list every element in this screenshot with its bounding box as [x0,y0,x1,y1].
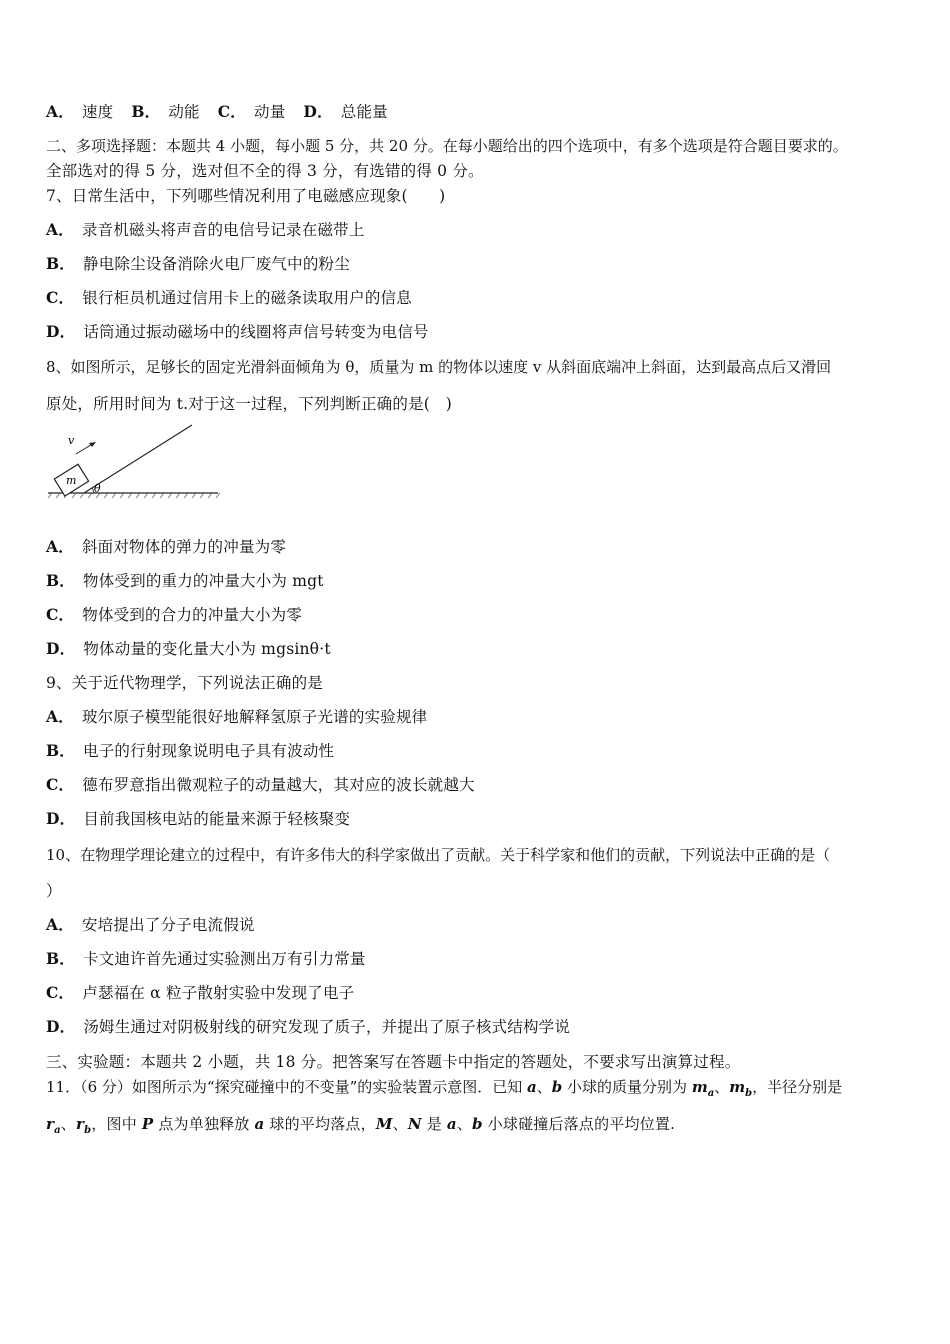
q8-option-b-label: B． [46,571,76,590]
q8-option-a-label: A． [46,537,74,556]
q11-sep-4: 、 [392,1115,408,1133]
q11-mass-b [729,1078,753,1099]
q11-mass-a-sub: a [707,1088,715,1099]
q10-option-b [46,949,366,969]
q8-option-c [46,605,302,625]
q11-radius-a-symbol: r [46,1115,55,1133]
q11-text-2b: 点为单独释放 [153,1115,255,1133]
q9-option-c [46,775,475,795]
q10-option-d [46,1017,570,1037]
q8-option-d-text: 物体动量的变化量大小为 mgsinθ·t [83,640,331,658]
q8-stem-line2: 原处，所用时间为 t.对于这一过程，下列判断正确的是( ) [46,395,452,413]
q10-option-c-text: 卢瑟福在 α 粒子散射实验中发现了电子 [82,984,355,1002]
section2-heading-line2: 全部选对的得 5 分，选对但不全的得 3 分，有选错的得 0 分。 [46,162,484,180]
q10-option-c [46,983,354,1003]
q11-mass-b-sub: b [745,1088,753,1099]
q9-option-b [46,741,334,761]
ground-hatching [48,493,220,498]
q11-var-b: b [551,1078,563,1096]
velocity-label: v [68,434,75,447]
q7-option-b [46,254,350,274]
q10-option-a [46,915,255,935]
q6-option-a-label: A． [46,102,74,121]
q10-option-d-text: 汤姆生通过对阴极射线的研究发现了质子，并提出了原子核式结构学说 [83,1018,571,1036]
q9-option-a [46,707,427,727]
q7-option-a [46,220,365,240]
q6-option-b-label: B． [131,102,161,121]
q6-option-b-text: 动能 [168,103,200,121]
q11-point-n: N [407,1115,422,1133]
q11-sep-5: 、 [456,1115,473,1133]
q10-stem-line2: ） [46,882,62,900]
q11-sep-1: 、 [536,1078,552,1096]
q8-option-a [46,537,286,557]
q9-option-c-text: 德布罗意指出微观粒子的动量越大，其对应的波长就越大 [82,776,475,794]
section2-heading-line1: 二、多项选择题：本题共 4 小题，每小题 5 分，共 20 分。在每小题给出的四个选项中，有多个选项是符合题目要求的。 [46,137,848,155]
mass-label: m [66,474,77,487]
q7-option-d [46,322,429,342]
q7-option-d-text: 话筒通过振动磁场中的线圈将声信号转变为电信号 [83,323,429,341]
q6-option-d-text: 总能量 [340,103,388,121]
q7-option-d-label: D． [46,322,76,341]
q7-option-b-text: 静电除尘设备消除火电厂废气中的粉尘 [83,255,350,273]
q9-option-b-text: 电子的行射现象说明电子具有波动性 [83,742,335,760]
q6-option-c-text: 动量 [254,103,286,121]
q10-option-c-label: C． [46,983,75,1002]
q8-option-c-text: 物体受到的合力的冲量大小为零 [82,606,303,624]
q6-option-c-label: C． [217,102,247,121]
q11-radius-b-sub: b [84,1125,92,1136]
q7-option-b-label: B． [46,254,76,273]
q11-var-b-2: b [472,1115,483,1133]
q7-option-a-label: A． [46,220,74,239]
q11-radius-b-symbol: r [76,1115,85,1133]
q10-stem-line1: 10、在物理学理论建立的过程中，有许多伟大的科学家做出了贡献。关于科学家和他们的贡献，下列说法中正确的是（ [46,846,831,864]
q9-option-a-label: A． [46,707,74,726]
q11-point-m: M [375,1115,393,1133]
q8-option-d [46,639,331,659]
incline-figure [44,418,220,502]
q8-option-a-text: 斜面对物体的弹力的冲量为零 [81,538,287,556]
q11-text-1a: 11．（6 分）如图所示为“探究碰撞中的不变量”的实验装置示意图．已知 [46,1078,528,1096]
q9-option-d-label: D． [46,809,76,828]
q9-option-a-text: 玻尔原子模型能很好地解释氢原子光谱的实验规律 [81,708,428,726]
q11-text-2d: 是 [421,1115,447,1133]
q11-sep-3: 、 [60,1115,76,1133]
q11-var-a-3: a [446,1115,457,1133]
q9-option-d-text: 目前我国核电站的能量来源于轻核聚变 [83,810,351,828]
q7-stem: 7、日常生活中，下列哪些情况利用了电磁感应现象( ) [46,187,446,205]
q11-text-1b: 小球的质量分别为 [562,1078,692,1096]
q9-stem: 9、关于近代物理学，下列说法正确的是 [46,674,323,692]
q6-options-row [46,102,388,122]
q7-option-a-text: 录音机磁头将声音的电信号记录在磁带上 [81,221,365,239]
q8-stem-line1: 8、如图所示，足够长的固定光滑斜面倾角为 θ，质量为 m 的物体以速度 v 从斜面底端冲上斜面，达到最高点后又滑回 [46,358,832,376]
q11-stem-line2 [46,1114,675,1141]
angle-label: θ [94,482,101,495]
q7-option-c-label: C． [46,288,75,307]
q11-radius-a [46,1115,61,1136]
q11-var-a: a [527,1078,537,1096]
q9-option-b-label: B． [46,741,76,760]
q11-radius-a-sub: a [54,1125,61,1136]
q11-text-2e: 小球碰撞后落点的平均位置. [482,1115,676,1133]
q11-stem-line1 [46,1077,842,1104]
q11-var-a-2: a [254,1115,265,1133]
q8-option-b-text: 物体受到的重力的冲量大小为 mgt [83,572,324,590]
q9-option-c-label: C． [46,775,75,794]
q7-option-c [46,288,412,308]
q8-option-b [46,571,324,591]
q10-option-a-text: 安培提出了分子电流假说 [81,916,255,934]
q10-option-b-label: B． [46,949,76,968]
q8-option-c-label: C． [46,605,75,624]
q11-text-2a: ，图中 [91,1115,142,1133]
q10-option-a-label: A． [46,915,74,934]
section3-heading: 三、实验题：本题共 2 小题，共 18 分。把答案写在答题卡中指定的答题处，不要求写出演算过程。 [46,1053,741,1071]
q11-radius-b [76,1115,92,1136]
q11-sep-2: 、 [714,1078,730,1096]
q11-mass-a-symbol: m [691,1078,708,1096]
q9-option-d [46,809,350,829]
q10-option-b-text: 卡文迪许首先通过实验测出万有引力常量 [83,950,366,968]
q6-option-a-text: 速度 [81,103,114,121]
q6-option-d-label: D． [303,102,333,121]
q10-option-d-label: D． [46,1017,76,1036]
q8-option-d-label: D． [46,639,76,658]
q11-mass-b-symbol: m [729,1078,746,1096]
q11-text-1c: ，半径分别是 [752,1078,843,1096]
q11-mass-a [691,1078,715,1099]
velocity-arrow-head [89,442,96,447]
q11-point-p: P [141,1115,154,1133]
q7-option-c-text: 银行柜员机通过信用卡上的磁条读取用户的信息 [82,289,412,307]
q11-text-2c: 球的平均落点， [264,1115,376,1133]
